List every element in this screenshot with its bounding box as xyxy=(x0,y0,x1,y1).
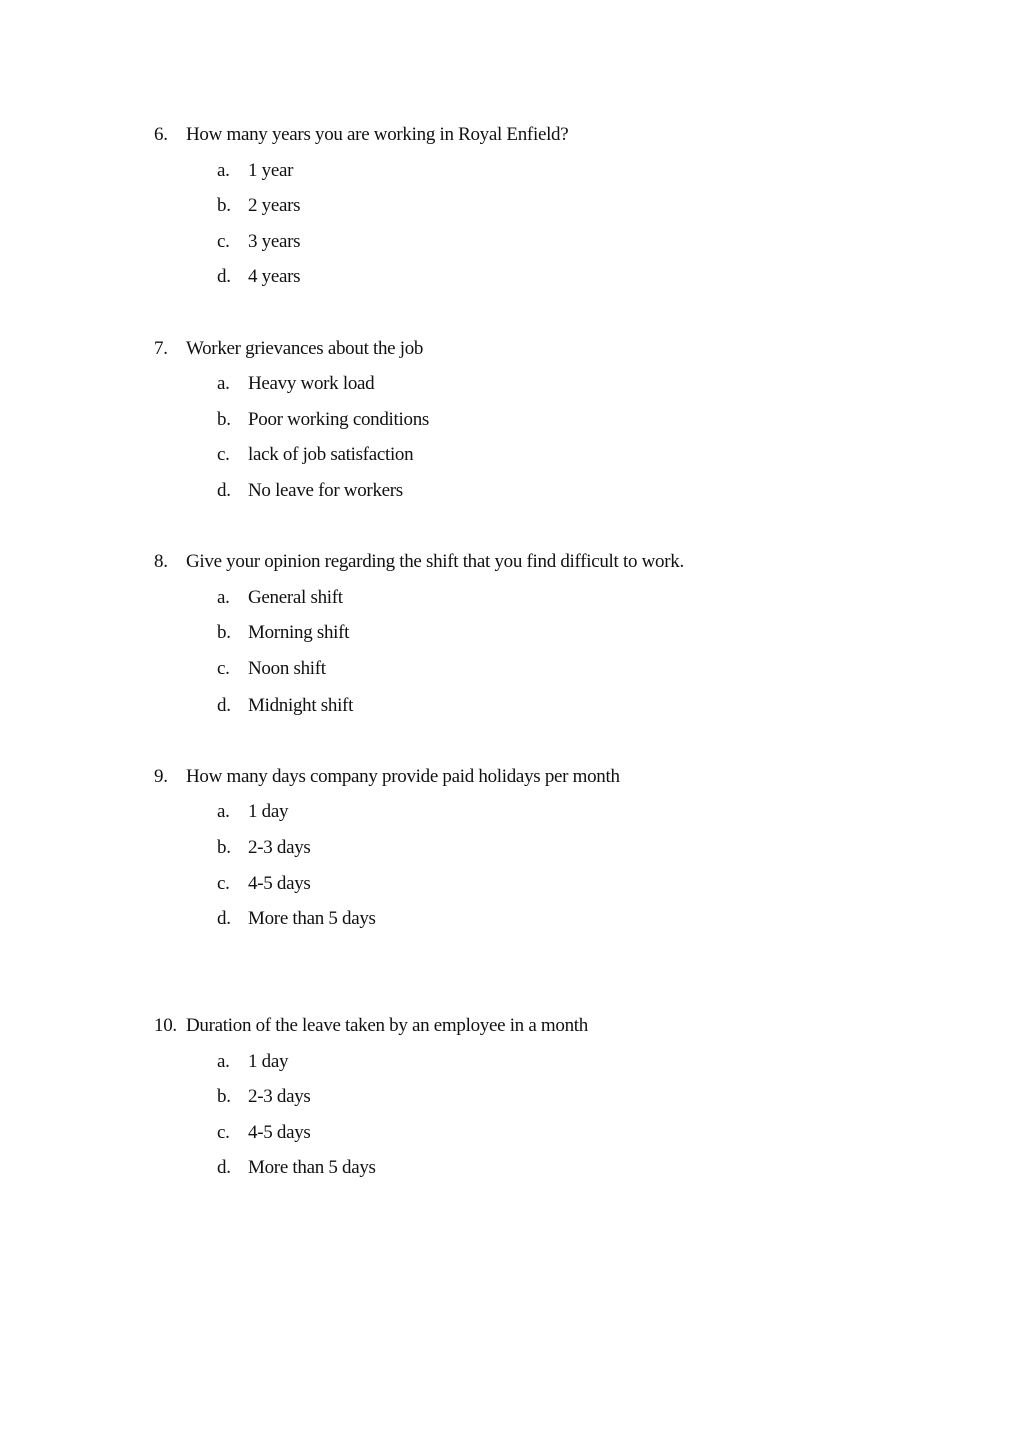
option-label: d. xyxy=(217,908,231,929)
option-label: b. xyxy=(217,837,231,858)
option-text: Noon shift xyxy=(248,658,326,679)
option-label: a. xyxy=(217,1051,230,1072)
option-text: 1 day xyxy=(248,1051,289,1072)
option-text: No leave for workers xyxy=(248,480,403,501)
option-label: a. xyxy=(217,160,230,181)
option-label: a. xyxy=(217,801,230,822)
question-number: 10. xyxy=(154,1015,177,1036)
option-text: Heavy work load xyxy=(248,373,375,394)
question-number: 8. xyxy=(154,551,168,572)
option-label: d. xyxy=(217,1157,231,1178)
option-label: d. xyxy=(217,266,231,287)
option-label: a. xyxy=(217,373,230,394)
option-label: c. xyxy=(217,444,230,465)
question-number: 7. xyxy=(154,338,168,359)
option-text: 1 day xyxy=(248,801,289,822)
option-text: More than 5 days xyxy=(248,908,376,929)
option-text: Morning shift xyxy=(248,622,350,643)
question-text: How many days company provide paid holidays per month xyxy=(186,766,620,787)
option-text: 2-3 days xyxy=(248,837,311,858)
option-label: c. xyxy=(217,873,230,894)
option-label: d. xyxy=(217,695,231,716)
question-text: Worker grievances about the job xyxy=(186,338,424,359)
option-label: c. xyxy=(217,658,230,679)
question-number: 9. xyxy=(154,766,168,787)
option-text: 4 years xyxy=(248,266,301,287)
option-text: 4-5 days xyxy=(248,873,311,894)
option-label: c. xyxy=(217,231,230,252)
option-label: b. xyxy=(217,409,231,430)
option-text: Midnight shift xyxy=(248,695,354,716)
option-text: 4-5 days xyxy=(248,1122,311,1143)
option-text: Poor working conditions xyxy=(248,409,429,430)
question-number: 6. xyxy=(154,124,168,145)
option-label: b. xyxy=(217,622,231,643)
option-label: b. xyxy=(217,195,231,216)
option-label: d. xyxy=(217,480,231,501)
option-text: 1 year xyxy=(248,160,294,181)
question-text: Duration of the leave taken by an employee in a month xyxy=(186,1015,588,1036)
option-text: General shift xyxy=(248,587,343,608)
option-text: More than 5 days xyxy=(248,1157,376,1178)
option-label: b. xyxy=(217,1086,231,1107)
question-text: How many years you are working in Royal Enfield? xyxy=(186,124,569,145)
option-label: a. xyxy=(217,587,230,608)
question-text: Give your opinion regarding the shift that you find difficult to work. xyxy=(186,551,684,572)
option-text: lack of job satisfaction xyxy=(248,444,414,465)
option-text: 2 years xyxy=(248,195,301,216)
option-label: c. xyxy=(217,1122,230,1143)
option-text: 3 years xyxy=(248,231,301,252)
option-text: 2-3 days xyxy=(248,1086,311,1107)
